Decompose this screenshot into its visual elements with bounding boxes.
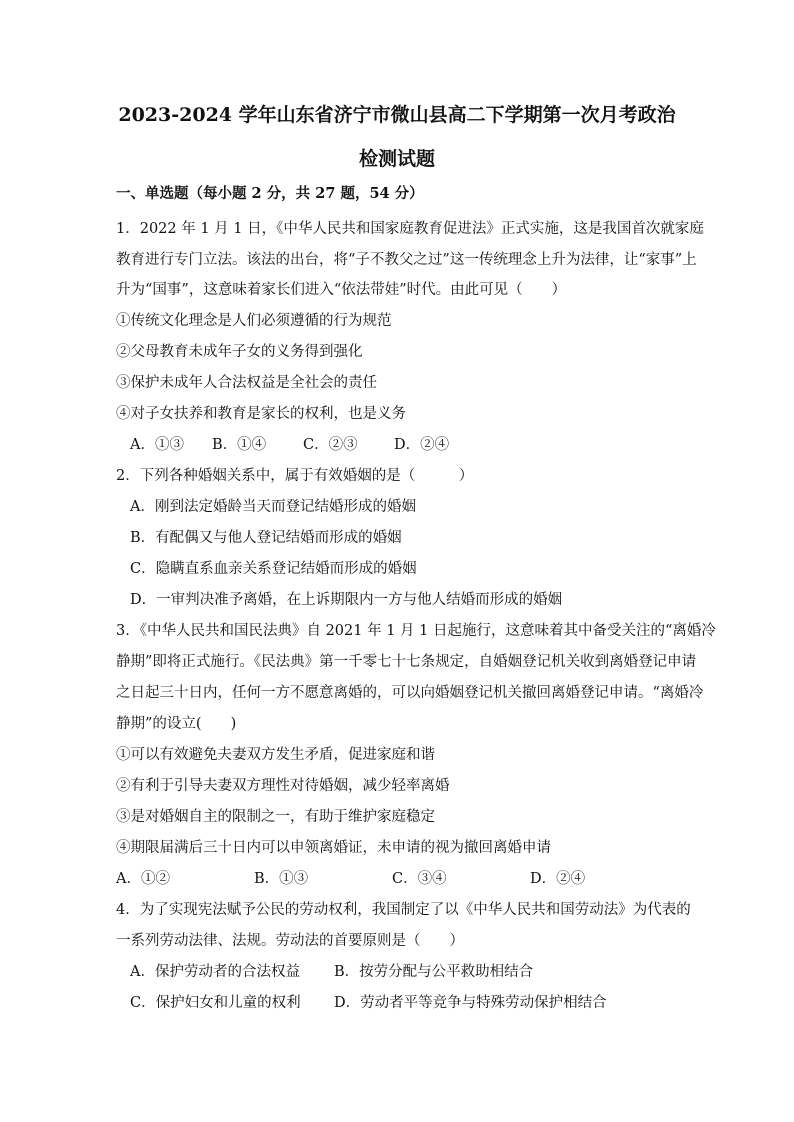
q3-statement-1: ①可以有效避免夫妻双方发生矛盾，促进家庭和谐 — [116, 747, 435, 763]
q1-option-d: D．②④ — [394, 437, 450, 453]
q2-option-c: C．隐瞒直系血亲关系登记结婚而形成的婚姻 — [130, 561, 417, 577]
q2-option-d: D．一审判决准予离婚，在上诉期限内一方与他人结婚而形成的婚姻 — [130, 592, 563, 608]
q3-stem-line-3: 之日起三十日内，任何一方不愿意离婚的，可以向婚姻登记机关撤回离婚登记申请。“离婚冷 — [116, 685, 704, 701]
q3-statement-2: ②有利于引导夫妻双方理性对待婚姻，减少轻率离婚 — [116, 778, 450, 794]
q3-stem-line-1: 3．《中华人民共和国民法典》自 2021 年 1 月 1 日起施行，这意味着其中备受关注的“离婚冷 — [116, 623, 716, 639]
q4-option-d: D．劳动者平等竞争与特殊劳动保护相结合 — [334, 995, 607, 1011]
q1-statement-2: ②父母教育未成年子女的义务得到强化 — [116, 344, 363, 360]
q4-stem-line-1: 4．为了实现宪法赋予公民的劳动权利，我国制定了以《中华人民共和国劳动法》为代表的 — [116, 902, 691, 918]
q4-option-b: B．按劳分配与公平救助相结合 — [334, 964, 534, 980]
q1-statement-1: ①传统文化理念是人们必须遵循的行为规范 — [116, 313, 392, 329]
q1-option-b: B．①④ — [212, 437, 267, 453]
q2-option-b: B．有配偶又与他人登记结婚而形成的婚姻 — [130, 530, 402, 546]
section-heading: 一、单选题（每小题 2 分，共 27 题，54 分） — [116, 185, 424, 202]
q3-option-b: B．①③ — [254, 871, 309, 887]
q1-stem-line-2: 教育进行专门立法。该法的出台，将“子不教父之过”这一传统理念上升为法律，让“家事”上 — [116, 252, 697, 268]
q3-statement-3: ③是对婚姻自主的限制之一，有助于维护家庭稳定 — [116, 809, 435, 825]
q1-option-c: C．②③ — [303, 437, 358, 453]
q1-statement-4: ④对子女扶养和教育是家长的权利，也是义务 — [116, 406, 406, 422]
q2-stem: 2．下列各种婚姻关系中，属于有效婚姻的是（ ） — [116, 468, 474, 484]
q3-statement-4: ④期限届满后三十日内可以申领离婚证，未申请的视为撤回离婚申请 — [116, 840, 551, 856]
q1-option-a: A．①③ — [130, 437, 184, 453]
q1-statement-3: ③保护未成年人合法权益是全社会的责任 — [116, 375, 377, 391]
document-title-line-1: 2023-2024 学年山东省济宁市微山县高二下学期第一次月考政治 — [118, 104, 676, 126]
document-title-line-2: 检测试题 — [358, 148, 435, 170]
q1-stem-line-3: 升为“国事”，这意味着家长们进入“依法带娃”时代。由此可见（ ） — [116, 282, 567, 298]
q3-option-c: C．③④ — [392, 871, 447, 887]
q1-stem-line-1: 1．2022 年 1 月 1 日，《中华人民共和国家庭教育促进法》正式实施，这是我国首次就家庭 — [116, 221, 704, 237]
q3-option-a: A．①② — [116, 871, 170, 887]
q3-stem-line-4: 静期”的设立( ) — [116, 716, 237, 732]
q2-option-a: A．刚到法定婚龄当天而登记结婚形成的婚姻 — [130, 499, 416, 515]
q3-stem-line-2: 静期”即将正式施行。《民法典》第一千零七十七条规定，自婚姻登记机关收到离婚登记申请 — [116, 654, 697, 670]
q4-option-c: C．保护妇女和儿童的权利 — [130, 995, 301, 1011]
q3-option-d: D．②④ — [530, 871, 586, 887]
q4-stem-line-2: 一系列劳动法律、法规。劳动法的首要原则是（ ） — [116, 933, 464, 949]
q4-option-a: A．保护劳动者的合法权益 — [130, 964, 300, 980]
